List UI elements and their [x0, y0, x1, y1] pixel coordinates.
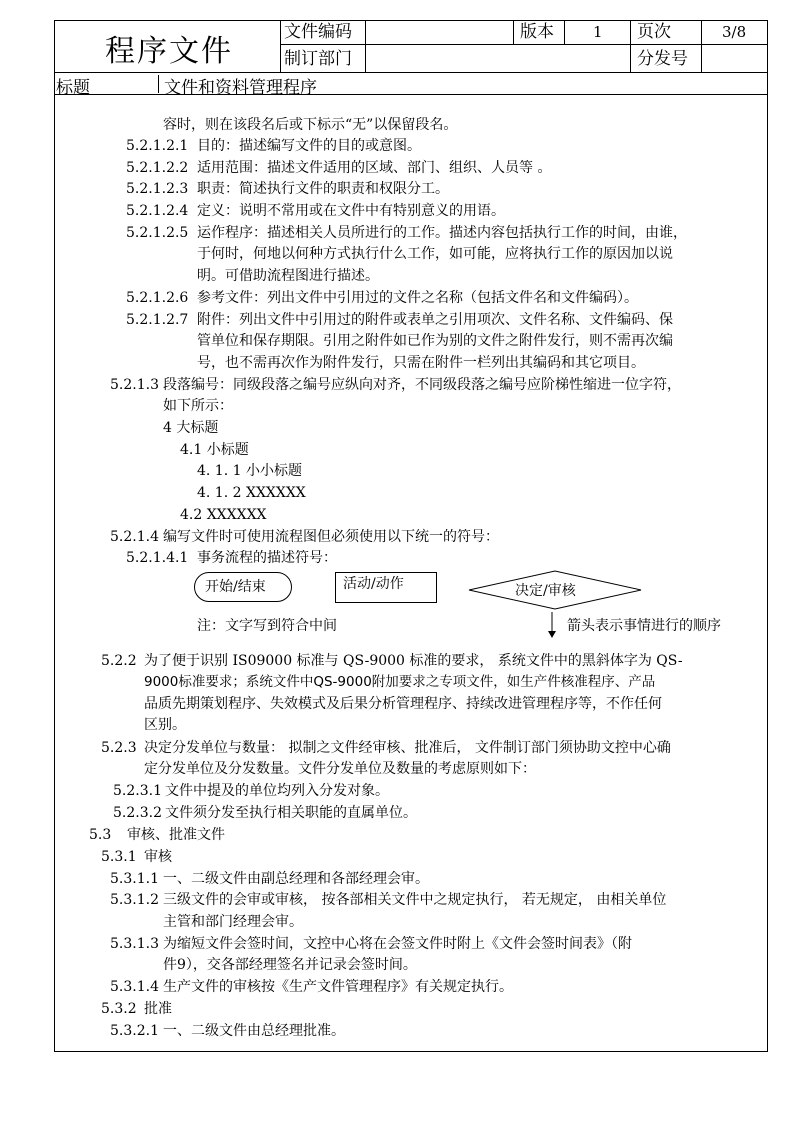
flow-start-end-symbol: 开始/结束: [194, 572, 292, 602]
clause-number: 5.3.1.3: [110, 936, 159, 952]
body-line: 如下所示：: [163, 398, 233, 414]
body-line: 件9），交各部经理签名并记录会签时间。: [163, 957, 417, 973]
flow-action-symbol: 活动/动作: [335, 572, 437, 603]
body-line: 适用范围：描述文件适用的区域、部门、组织、人员等 。: [197, 160, 552, 176]
body-line: 生产文件的审核按《生产文件管理程序》有关规定执行。: [163, 979, 513, 995]
body-line: 事务流程的描述符号：: [197, 550, 337, 566]
outline-example: 4 大标题: [163, 420, 219, 436]
body-line: 编写文件时可使用流程图但必须使用以下统一的符号：: [163, 529, 499, 545]
clause-number: 5.2.2: [101, 653, 137, 669]
dept-label: 制订部门: [284, 49, 352, 69]
body-line: 定分发单位及分发数量。文件分发单位及数量的考虑原则如下：: [144, 761, 536, 777]
body-line: 运作程序：描述相关人员所进行的工作。描述内容包括执行工作的时间，由谁，: [197, 225, 687, 241]
clause-number: 5.3.2: [101, 1001, 137, 1017]
clause-number: 5.2.3.1: [113, 783, 162, 799]
body-line: 批准: [144, 1001, 172, 1017]
page-value: 3/8: [722, 23, 747, 41]
clause-number: 5.2.3.2: [113, 805, 162, 821]
doc-title: 程序文件: [105, 34, 233, 69]
body-line: 号，也不需再次作为附件发行，只需在附件一栏列出其编码和其它项目。: [197, 355, 645, 371]
body-line: 区别。: [144, 717, 186, 733]
outline-example: 4. 1. 2 XXXXXX: [197, 485, 306, 501]
clause-number: 5.3.1.1: [110, 871, 159, 887]
outline-example: 4.2 XXXXXX: [180, 507, 267, 523]
body-line: 参考文件：列出文件中引用过的文件之名称（包括文件名和文件编码）。: [197, 290, 638, 306]
clause-number: 5.3.1: [101, 849, 137, 865]
body-line: 职责：简述执行文件的职责和权限分工。: [197, 181, 449, 197]
body-line: 品质先期策划程序、失效模式及后果分析管理程序、持续改进管理程序等，不作任何: [144, 696, 662, 712]
section-heading: 审核、批准文件: [127, 827, 225, 843]
version-label: 版本: [520, 22, 554, 42]
body-line: 文件须分发至执行相关职能的直属单位。: [165, 805, 417, 821]
clause-number: 5.2.1.2.7: [126, 312, 189, 328]
clause-number: 5.2.1.2.5: [126, 225, 189, 241]
body-line: 为缩短文件会签时间，文控中心将在会签文件时附上《文件会签时间表》（附: [163, 936, 632, 952]
flow-arrow-note: 箭头表示事情进行的顺序: [567, 618, 721, 634]
clause-number: 5.2.1.2.3: [126, 181, 189, 197]
body-line: 于何时，何地以何种方式执行什么工作，如可能，应将执行工作的原因加以说: [197, 246, 673, 262]
body-line: 容时，则在该段名后或下标示“无”以保留段名。: [163, 117, 458, 133]
body-line: 文件中提及的单位均列入分发对象。: [165, 783, 389, 799]
body-line: 一、二级文件由副总经理和各部经理会审。: [163, 871, 429, 887]
dist-label: 分发号: [637, 49, 688, 69]
body-line: 明。可借助流程图进行描述。: [197, 268, 379, 284]
body-line: 为了便于识别 IS09000 标准与 QS-9000 标准的要求， 系统文件中的黑斜体字为 QS-: [144, 653, 683, 669]
clause-number: 5.2.1.3: [110, 377, 159, 393]
body-line: 审核: [144, 849, 172, 865]
clause-number: 5.2.1.2.2: [126, 160, 189, 176]
body-line: 定义：说明不常用或在文件中有特别意义的用语。: [197, 203, 505, 219]
page-label: 页次: [637, 22, 671, 42]
outline-example: 4.1 小标题: [180, 442, 249, 458]
body-line: 管单位和保存期限。引用之附件如已作为别的文件之附件发行，则不需再次编: [197, 333, 673, 349]
clause-number: 5.2.1.4: [110, 529, 159, 545]
body-line: 附件：列出文件中引用过的附件或表单之引用项次、文件名称、文件编码、保: [197, 312, 673, 328]
body-line: 段落编号：同级段落之编号应纵向对齐，不同级段落之编号应阶梯性缩进一位字符，: [163, 377, 681, 393]
body-line: 一、二级文件由总经理批准。: [163, 1023, 345, 1039]
clause-number: 5.3.2.1: [110, 1023, 159, 1039]
doc-code-label: 文件编码: [284, 22, 352, 42]
outline-example: 4. 1. 1 小小标题: [197, 463, 302, 479]
subject-value: 文件和资料管理程序: [164, 78, 317, 98]
clause-number: 5.2.1.2.4: [126, 203, 189, 219]
body-line: 目的：描述编写文件的目的或意图。: [197, 138, 421, 154]
clause-number: 5.2.1.2.6: [126, 290, 189, 306]
subject-label: 标题: [56, 78, 90, 98]
flow-decision-label: 决定/审核: [515, 583, 576, 599]
clause-number: 5.2.3: [101, 740, 137, 756]
clause-number: 5.3.1.4: [110, 979, 159, 995]
clause-number: 5.2.1.2.1: [126, 138, 189, 154]
body-line: 9000标准要求；系统文件中QS-9000附加要求之专项文件，如生产件核准程序、产品: [144, 674, 656, 690]
body-line: 主管和部门经理会审。: [163, 914, 303, 930]
clause-number: 5.3.1.2: [110, 892, 159, 908]
body-line: 决定分发单位与数量： 拟制之文件经审核、批准后， 文件制订部门须协助文控中心确: [144, 740, 671, 756]
flow-note: 注：文字写到符合中间: [197, 618, 337, 634]
arrow-down-icon: [545, 612, 559, 638]
body-line: 三级文件的会审或审核， 按各部相关文件中之规定执行， 若无规定， 由相关单位: [163, 892, 667, 908]
clause-number: 5.2.1.4.1: [126, 550, 189, 566]
version-value: 1: [593, 23, 603, 41]
section-number: 5.3: [89, 827, 112, 843]
flow-decision-symbol: [468, 570, 642, 610]
